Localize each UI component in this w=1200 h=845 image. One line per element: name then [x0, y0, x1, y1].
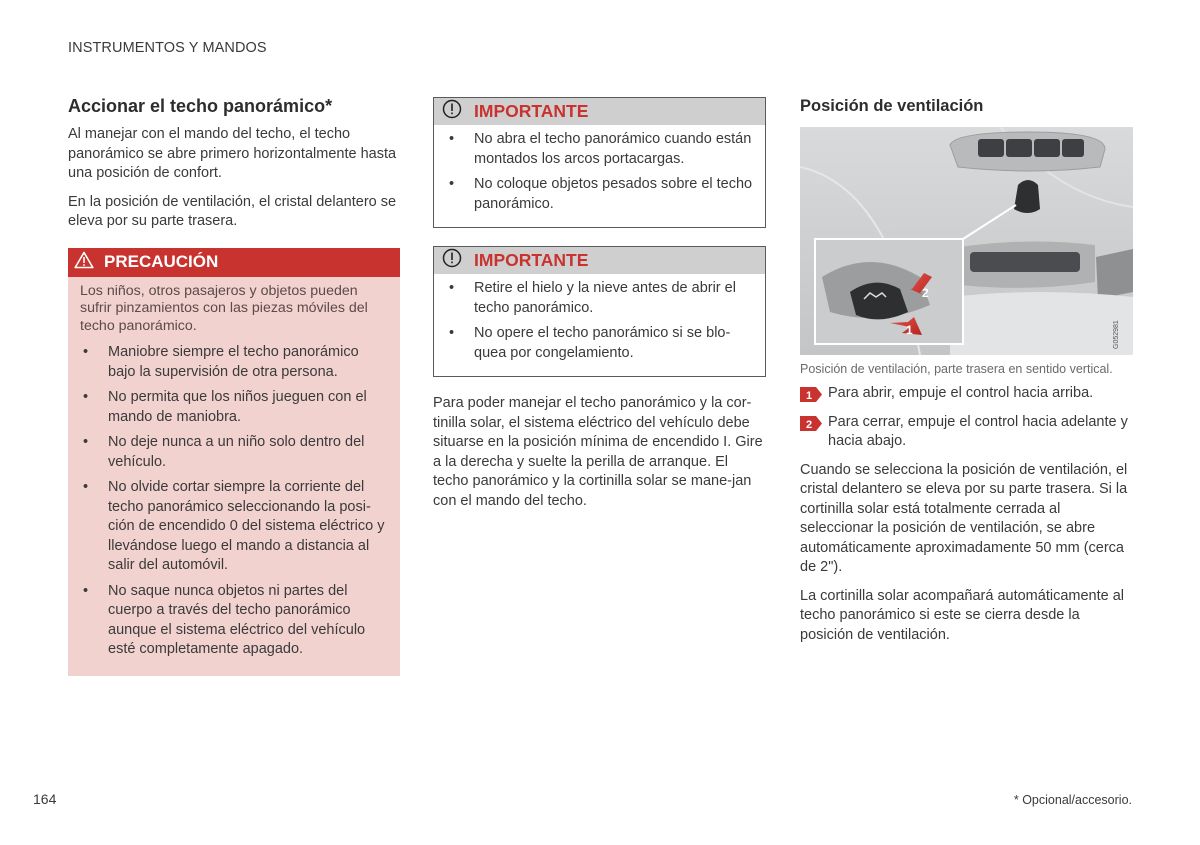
sunshade-paragraph: La cortinilla solar acompañará automáticamente al techo panorámico si este se cierra desde la posición de ventilación. — [800, 587, 1125, 643]
intro-paragraph: Al manejar con el mando del techo, el techo panorámico se abre primero horizontalmente hasta una posición de confort. — [68, 126, 397, 181]
caution-item: • No permita que los niños jueguen con el mando de maniobra. — [83, 389, 367, 425]
exclamation-circle-icon — [442, 248, 462, 273]
warning-triangle-icon — [74, 251, 94, 274]
caution-item: • No olvide cortar siempre la corriente del techo panorámico seleccionando la posi-ción de encendido 0 del sistema eléctrico y llevándose luego el mando a distancia al salir del automóvil. — [83, 479, 385, 573]
step-text: Para abrir, empuje el control hacia arriba. — [828, 385, 1094, 401]
left-column — [68, 92, 400, 676]
subsection-heading: Posición de ventilación — [800, 97, 984, 115]
caution-list — [80, 343, 390, 660]
figure-caption: Posición de ventilación, parte trasera en sentido vertical. — [800, 362, 1113, 376]
step-text: Para cerrar, empuje el control hacia adelante y hacia abajo. — [828, 413, 1128, 449]
caution-body — [68, 277, 400, 676]
step-number-badge — [800, 416, 822, 431]
important-title: IMPORTANTE — [474, 250, 589, 270]
ventilation-detail-paragraph: Cuando se selecciona la posición de ventilación, el cristal delantero se eleva por su parte trasera. Si la cortinilla solar está totalmente cerrada al seleccionar la posición de ventilación, se abre automáticamente aproximadamente 50 mm (cerca de 2"). — [800, 461, 1128, 575]
footnote: * Opcional/accesorio. — [1013, 793, 1132, 807]
step-item — [800, 384, 1134, 404]
important-item: • No abra el techo panorámico cuando están montados los arcos portacargas. — [449, 131, 752, 167]
important-box — [433, 246, 766, 377]
caution-item: • Maniobre siempre el techo panorámico bajo la supervisión de otra persona. — [83, 344, 359, 380]
arrow-label-1: 1 — [906, 323, 913, 337]
exclamation-circle-icon — [442, 99, 462, 124]
middle-column — [433, 97, 766, 520]
figure-code: G052981 — [1113, 320, 1120, 349]
caution-title: PRECAUCIÓN — [104, 252, 219, 271]
svg-text:1: 1 — [806, 390, 813, 402]
step-item — [800, 413, 1134, 452]
important-body — [434, 125, 765, 227]
important-title: IMPORTANTE — [474, 101, 589, 121]
page-number: 164 — [33, 791, 57, 807]
important-header — [434, 247, 765, 274]
svg-text:2: 2 — [806, 418, 813, 431]
important-item: • No coloque objetos pesados sobre el techo panorámico. — [449, 176, 753, 212]
section-heading: Accionar el techo panorámico* — [68, 96, 333, 116]
important-item: • Retire el hielo y la nieve antes de abrir el techo panorámico. — [449, 280, 736, 316]
step-number-badge — [800, 387, 822, 402]
caution-header — [68, 248, 400, 277]
right-column — [800, 95, 1134, 654]
important-box — [433, 97, 766, 228]
caution-item: • No saque nunca objetos ni partes del cuerpo a través del techo panorámico aunque el sistema eléctrico del vehículo esté completamente apagado. — [83, 582, 366, 657]
ventilation-paragraph: En la posición de ventilación, el cristal delantero se eleva por su parte trasera. — [68, 193, 397, 229]
section-header: INSTRUMENTOS Y MANDOS — [68, 40, 267, 56]
ignition-paragraph: Para poder manejar el techo panorámico y la cor-tinilla solar, el sistema eléctrico del vehículo debe situarse en la posición mínima de encendido I. Gire a la derecha y suelte la perilla de arranque. El techo panorámico y la cortinilla solar se mane-jan con el mando del techo. — [433, 395, 763, 509]
arrow-label-2: 2 — [922, 286, 929, 300]
important-header — [434, 98, 765, 125]
caution-box — [68, 248, 400, 676]
caution-intro: Los niños, otros pasajeros y objetos pueden sufrir pinzamientos con las piezas móviles del techo panorámico. — [80, 282, 368, 334]
caution-item: • No deje nunca a un niño solo dentro del vehículo. — [83, 434, 365, 470]
roof-control-illustration — [800, 127, 1133, 355]
important-body — [434, 274, 765, 376]
important-item: • No opere el techo panorámico si se blo-quea por congelamiento. — [449, 325, 731, 361]
